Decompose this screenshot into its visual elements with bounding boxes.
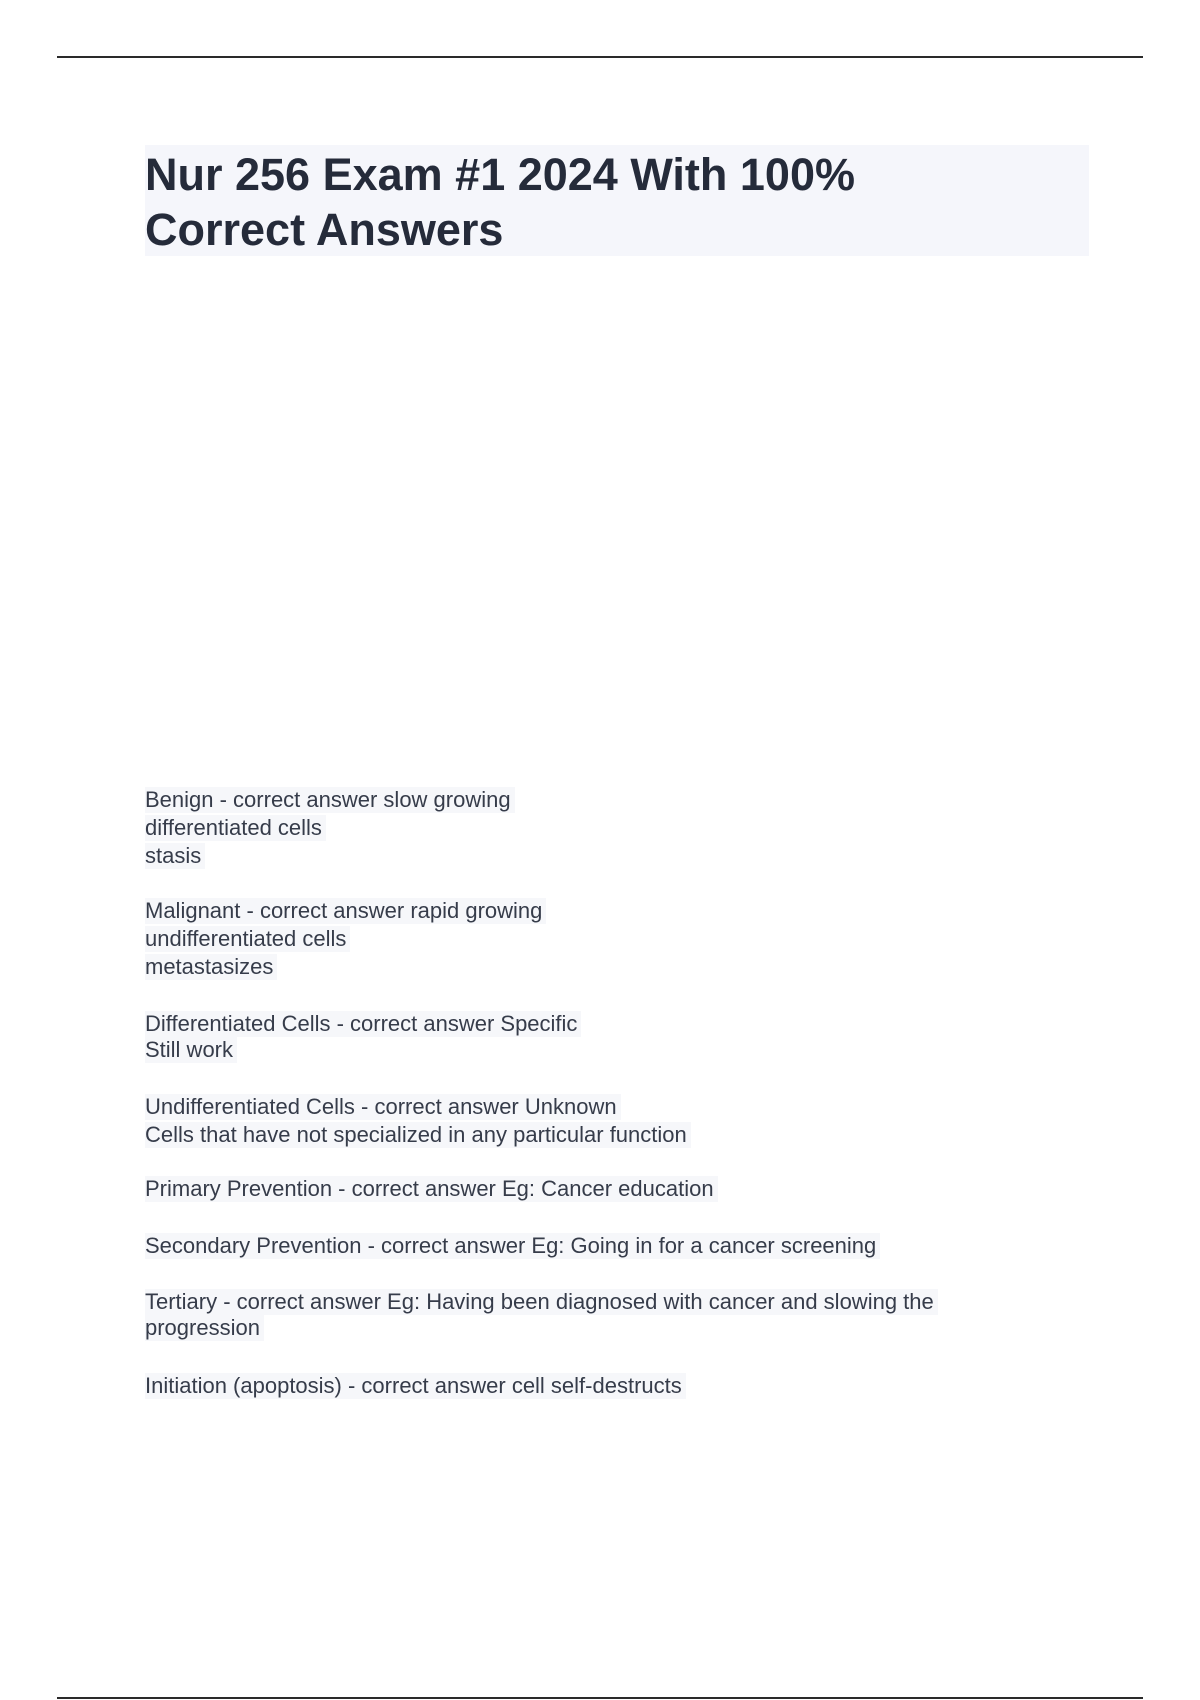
top-rule — [57, 56, 1143, 58]
entry-undifferentiated-line-1: Undifferentiated Cells - correct answer Unknown — [145, 1094, 621, 1120]
entry-malignant-line-1: Malignant - correct answer rapid growing — [145, 898, 546, 924]
entry-benign-line-3: stasis — [145, 843, 205, 869]
entry-tertiary-line-2: progression — [145, 1315, 264, 1341]
entry-differentiated-line-1: Differentiated Cells - correct answer Specific — [145, 1011, 581, 1037]
entry-tertiary-line-1: Tertiary - correct answer Eg: Having been diagnosed with cancer and slowing the — [145, 1289, 938, 1315]
entry-benign-line-1: Benign - correct answer slow growing — [145, 787, 515, 813]
entry-secondary-prevention: Secondary Prevention - correct answer Eg: Going in for a cancer screening — [145, 1233, 880, 1259]
entry-undifferentiated-line-2: Cells that have not specialized in any particular function — [145, 1122, 691, 1148]
entry-benign-line-2: differentiated cells — [145, 815, 326, 841]
entry-malignant-line-3: metastasizes — [145, 954, 277, 980]
entry-initiation: Initiation (apoptosis) - correct answer cell self-destructs — [145, 1373, 686, 1399]
entry-primary-prevention: Primary Prevention - correct answer Eg: Cancer education — [145, 1176, 718, 1202]
title-line-1: Nur 256 Exam #1 2024 With 100% — [145, 149, 855, 200]
entry-malignant-line-2: undifferentiated cells — [145, 926, 350, 952]
entry-differentiated-line-2: Still work — [145, 1037, 237, 1063]
bottom-rule — [57, 1697, 1143, 1699]
title-line-2: Correct Answers — [145, 204, 504, 255]
page-title — [145, 145, 1089, 256]
